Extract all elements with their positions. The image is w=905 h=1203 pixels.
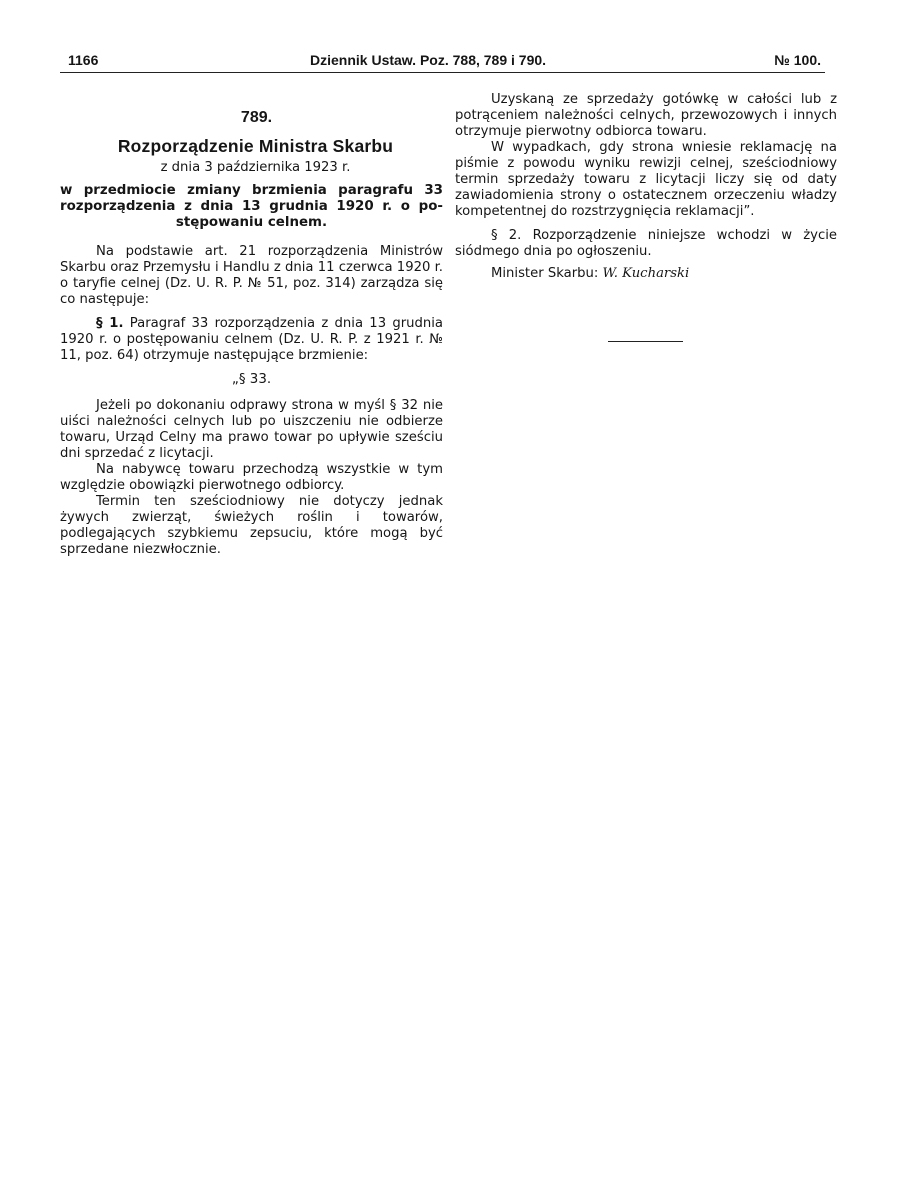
page-header bbox=[60, 50, 825, 73]
signature-name: W. Kucharski bbox=[602, 266, 690, 281]
subject-line: w przedmiocie zmiany brzmienia paragrafu 33 bbox=[60, 183, 443, 198]
journal-reference: Dziennik Ustaw. Poz. 788, 789 i 790. bbox=[310, 52, 547, 68]
regulation-date: z dnia 3 października 1923 r. bbox=[160, 160, 351, 175]
paragraph-1-label: § 1. bbox=[96, 316, 124, 331]
issue-number: № 100. bbox=[774, 52, 821, 68]
section-33-paragraph: Jeżeli po dokonaniu odprawy strona w myśl § 32 nie uiści należności celnych lub po uiszczeniu nie odbierze towaru, Urząd Celny ma prawo towar po upływie sześciu dni sprzedać z licytacji. bbox=[60, 398, 443, 461]
section-33-paragraph: Uzyskaną ze sprzedaży gotówkę w całości lub z potrąceniem należności celnych, przewozowych i innych otrzymuje pierwotny odbiorca towaru. bbox=[455, 92, 837, 139]
section-33-paragraph: Termin ten sześciodniowy nie dotyczy jednak żywych zwierząt, świeżych roślin i towarów, podlegających szybkiemu zepsuciu, które mogą być sprzedane niezwłocznie. bbox=[60, 494, 443, 557]
section-33-paragraph: W wypadkach, gdy strona wniesie reklamację na piśmie z powodu wyniku rewizji celnej, sześciodniowy termin sprzedaży towaru z licytacji liczy się od daty zawiadomienia strony o ostatecznem orzeczeniu władzy kompetentnej do rozstrzygnięcia reklamacji”. bbox=[455, 140, 837, 219]
page-number: 1166 bbox=[68, 52, 99, 68]
section-33-heading: „§ 33. bbox=[231, 372, 272, 387]
paragraph-2-text: Rozporządzenie niniejsze wchodzi w życie siódmego dnia po ogłoszeniu. bbox=[455, 228, 837, 259]
signature bbox=[455, 266, 837, 282]
regulation-title: Rozporządzenie Ministra Skarbu bbox=[117, 136, 394, 156]
signature-label: Minister Skarbu: bbox=[491, 266, 599, 281]
position-number: 789. bbox=[240, 109, 273, 126]
paragraph-1 bbox=[60, 316, 443, 364]
section-33-paragraph: Na nabywcę towaru przechodzą wszystkie w tym względzie obowiązki pierwotnego odbiorcy. bbox=[60, 462, 443, 493]
paragraph-2-label: § 2. bbox=[491, 228, 522, 243]
subject-line: rozporządzenia z dnia 13 grudnia 1920 r. o po- bbox=[60, 199, 443, 214]
end-rule bbox=[608, 341, 683, 342]
intro-paragraph: Na podstawie art. 21 rozporządzenia Ministrów Skarbu oraz Przemysłu i Handlu z dnia 11 czerwca 1920 r. o taryfie celnej (Dz. U. R. P. № 51, poz. 314) zarządza się co następuje: bbox=[60, 244, 443, 307]
paragraph-2 bbox=[455, 228, 837, 260]
regulation-subject bbox=[60, 183, 443, 231]
subject-line: stępowaniu celnem. bbox=[175, 215, 328, 230]
paragraph-1-text: Paragraf 33 rozporządzenia z dnia 13 grudnia 1920 r. o postępowaniu celnem (Dz. U. R. P. z 1921 r. № 11, poz. 64) otrzymuje następujące brzmienie: bbox=[60, 316, 443, 363]
left-column bbox=[60, 92, 443, 558]
right-column bbox=[455, 92, 837, 282]
